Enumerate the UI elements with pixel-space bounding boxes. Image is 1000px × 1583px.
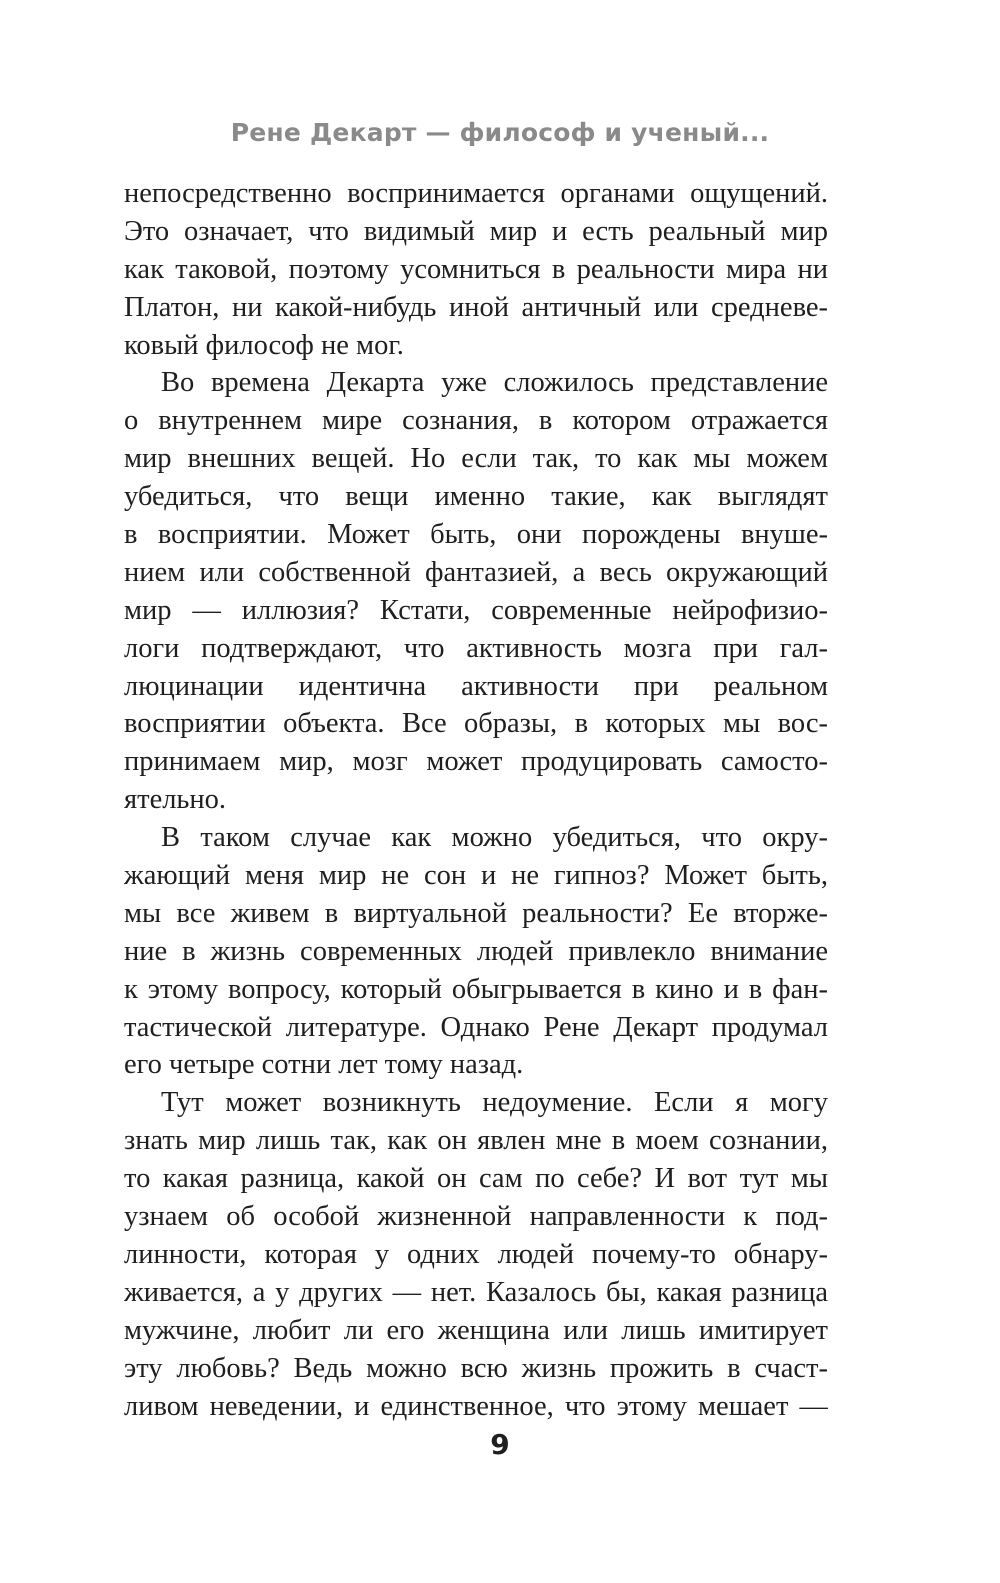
paragraph-3 [124,819,828,1084]
text-line: мир — иллюзия? Кстати, современные нейрофизио- [124,594,828,626]
text-line: мы все живем в виртуальной реальности? Ее вторже- [124,897,828,929]
text-line: нием или собственной фантазией, а весь окружающий [124,556,828,588]
text-line: мир внешних вещей. Но если так, то как мы можем [124,443,828,475]
text-line: знать мир лишь так, как он явлен мне в моем сознании, [124,1125,828,1157]
text-line: убедиться, что вещи именно такие, как выглядят [124,481,828,513]
text-line: Во времена Декарта уже сложилось представление [161,367,828,399]
paragraph-4 [124,1084,828,1425]
body-text [124,175,828,1425]
text-line: живается, а у других — нет. Казалось бы, какая разница [124,1276,828,1308]
paragraph-2 [124,364,828,819]
text-line: Это означает, что видимый мир и есть реальный мир [124,215,828,247]
text-line: ятельно. [124,784,227,816]
paragraph-1 [124,175,828,364]
text-line: то какая разница, какой он сам по себе? И вот тут мы [124,1163,828,1195]
text-line: ливом неведении, и единственное, что этому мешает — [124,1390,828,1422]
text-line: восприятии объекта. Все образы, в которых мы вос- [124,708,828,740]
text-line: ние в жизнь современных людей привлекло внимание [124,935,828,967]
text-line: линности, которая у одних людей почему-то обнару- [124,1238,828,1270]
text-line: его четыре сотни лет тому назад. [124,1049,524,1081]
page-number: 9 [490,1428,510,1461]
text-line: как таковой, поэтому усомниться в реальности мира ни [124,253,828,285]
text-line: люцинации идентична активности при реальном [124,670,828,702]
text-line: Платон, ни какой-нибудь иной античный или средневе- [124,291,828,323]
text-line: мужчине, любит ли его женщина или лишь имитирует [124,1314,828,1346]
text-line: В таком случае как можно убедиться, что окру- [161,822,828,854]
text-line: эту любовь? Ведь можно всю жизнь прожить в счаст- [124,1352,828,1384]
text-line: логи подтверждают, что активность мозга при гал- [124,632,828,664]
text-line: к этому вопросу, который обыгрывается в кино и в фан- [124,973,828,1005]
text-line: тастической литературе. Однако Рене Декарт продумал [124,1011,828,1043]
text-line: непосредственно воспринимается органами ощущений. [124,178,828,209]
text-line: Тут может возникнуть недоумение. Если я могу [161,1087,828,1119]
running-header: Рене Декарт — философ и ученый... [230,118,770,147]
text-line: узнаем об особой жизненной направленности к под- [124,1201,828,1233]
text-line: ковый философ не мог. [124,329,404,361]
text-line: в восприятии. Может быть, они порождены внуше- [124,519,828,551]
text-line: жающий меня мир не сон и не гипноз? Может быть, [124,860,828,892]
text-line: принимаем мир, мозг может продуцировать самосто- [124,746,828,778]
text-line: о внутреннем мире сознания, в котором отражается [124,405,828,437]
